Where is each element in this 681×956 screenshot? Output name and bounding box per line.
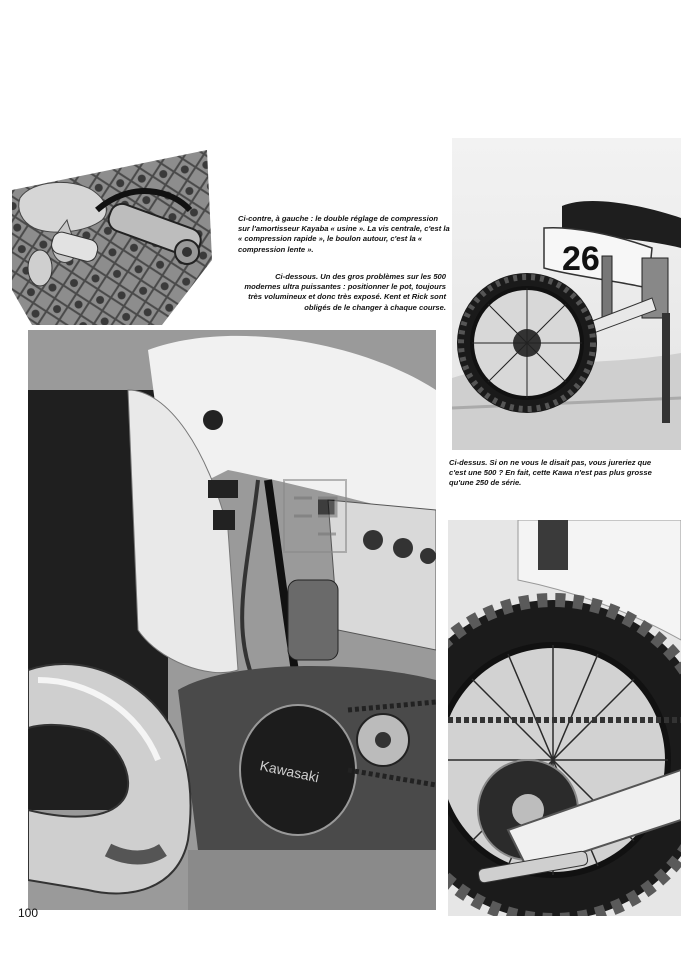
caption-exhaust-problem: Ci-dessous. Un des gros problèmes sur les 500 modernes ultra puissantes : positionner le pot, toujours très volumineux et donc très exposé. Kent et Rick sont obligés de le changer à chaque course. [244, 272, 446, 312]
photo-shock-absorber [12, 150, 214, 325]
caption-bike-size: Ci-dessus. Si on ne vous le disait pas, vous jureriez que c'est une 500 ? En fait, cette Kawa n'est pas plus grosse qu'une 250 de série. [449, 458, 652, 488]
caption-shock-absorber: Ci-contre, à gauche : le double réglage de compression sur l'amortisseur Kayaba « usine ». La vis centrale, c'est la « compression rapide », le boulon autour, c'est la « compression lente ». [238, 214, 450, 254]
race-number: 26 [562, 240, 600, 278]
page-number: 100 [18, 906, 39, 920]
watermark-logo [282, 478, 348, 554]
engine-brand-logo: Kawasaki [258, 757, 321, 786]
photo-engine-exhaust [28, 330, 436, 910]
photo-rear-wheel-closeup [448, 520, 681, 916]
photo-rear-wheel-number-plate [452, 138, 681, 450]
